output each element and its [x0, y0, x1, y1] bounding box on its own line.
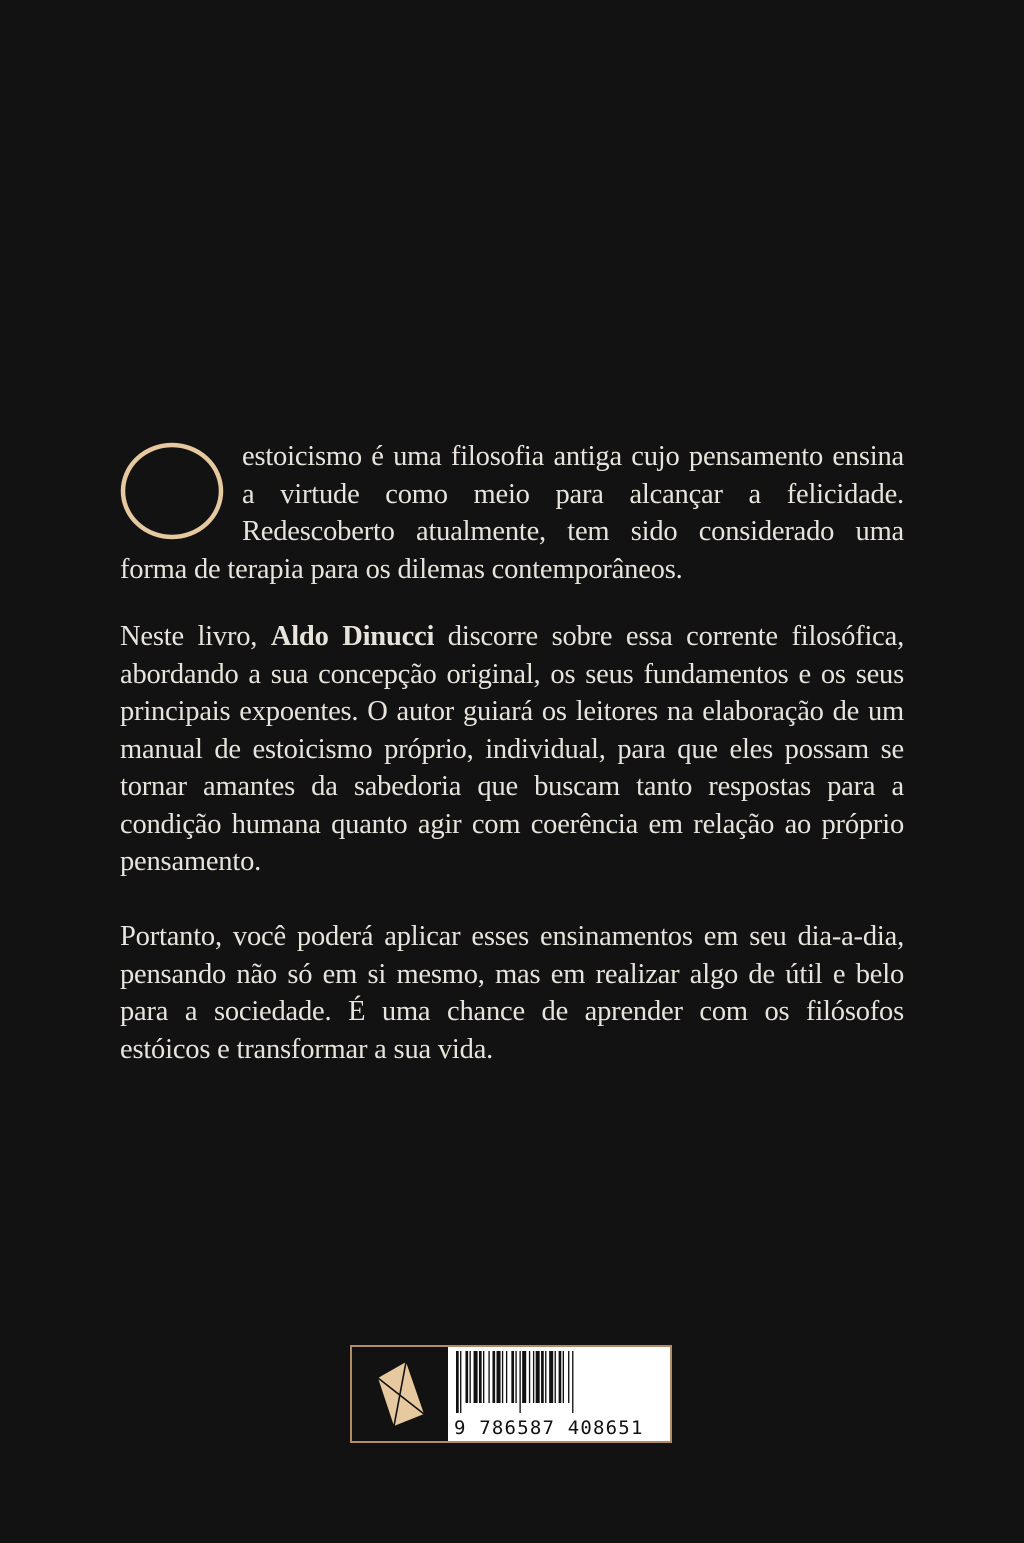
isbn-number: 9 786587 408651: [454, 1417, 644, 1439]
barcode-bar: [529, 1351, 530, 1403]
isbn-barcode-box: [350, 1345, 672, 1443]
barcode-bar: [511, 1351, 514, 1403]
barcode-bar: [470, 1351, 471, 1403]
barcode-bar: [572, 1351, 573, 1413]
barcode-bar: [536, 1351, 540, 1403]
closing-paragraph: [120, 918, 904, 1068]
barcode-bar: [497, 1351, 501, 1403]
drop-cap-letter: [120, 540, 121, 541]
description-paragraph: [120, 618, 904, 881]
barcode-bar: [460, 1351, 461, 1413]
barcode-bar: [479, 1351, 482, 1403]
barcode-bar: [563, 1351, 564, 1403]
barcode-bar: [522, 1351, 526, 1403]
barcode-bar: [545, 1351, 546, 1403]
drop-cap-ring-icon: [120, 442, 224, 540]
description-lead: Neste livro,: [120, 621, 271, 652]
barcode-bar: [541, 1351, 544, 1403]
description-text: discorre sobre essa corrente filosófica, abordando a sua concepção original, os seus fundamentos e os seus principais expoentes. O autor guiará os leitores na elaboração de um manual de estoicismo próprio, individual, para que eles possam se tornar amantes da sabedoria que buscam tanto respostas para a condição humana quanto agir com coerência em relação ao próprio pensamento.: [120, 621, 905, 877]
barcode-bar: [549, 1351, 553, 1403]
barcode-bar: [555, 1351, 556, 1403]
barcode-bar: [568, 1351, 569, 1403]
publisher-logo: [352, 1347, 448, 1441]
barcode-bar: [483, 1351, 484, 1403]
closing-paragraph-text: Portanto, você poderá aplicar esses ensinamentos em seu dia-a-dia, pensando não só em si mesmo, mas em realizar algo de útil e belo para a sociedade. É uma chance de aprender com os filósofos estóicos e transformar a sua vida.: [120, 921, 904, 1065]
barcode-bar: [492, 1351, 495, 1403]
barcode-bar: [519, 1351, 520, 1413]
author-name: Aldo Dinucci: [270, 621, 435, 652]
barcode-bar: [465, 1351, 468, 1403]
barcode-bar: [456, 1351, 459, 1413]
barcode-bar: [533, 1351, 534, 1403]
barcode-bar: [488, 1351, 489, 1403]
barcode-bar: [474, 1351, 478, 1403]
barcode-bar: [506, 1351, 507, 1403]
intro-paragraph: [120, 438, 904, 588]
barcode: [448, 1347, 670, 1441]
barcode-bars-icon: [454, 1351, 666, 1413]
barcode-bar: [502, 1351, 503, 1403]
drop-cap-circle-o: [120, 442, 224, 540]
intro-paragraph-text: estoicismo é uma filosofia antiga cujo pensamento ensina a virtude como meio para alcançar a felicidade. Redescoberto atualmente, tem sido considerado uma forma de terapia para os dilemas contemporâneos.: [120, 441, 904, 585]
barcode-bar: [559, 1351, 562, 1403]
barcode-bar: [515, 1351, 516, 1403]
kite-logo-icon: [372, 1358, 428, 1430]
